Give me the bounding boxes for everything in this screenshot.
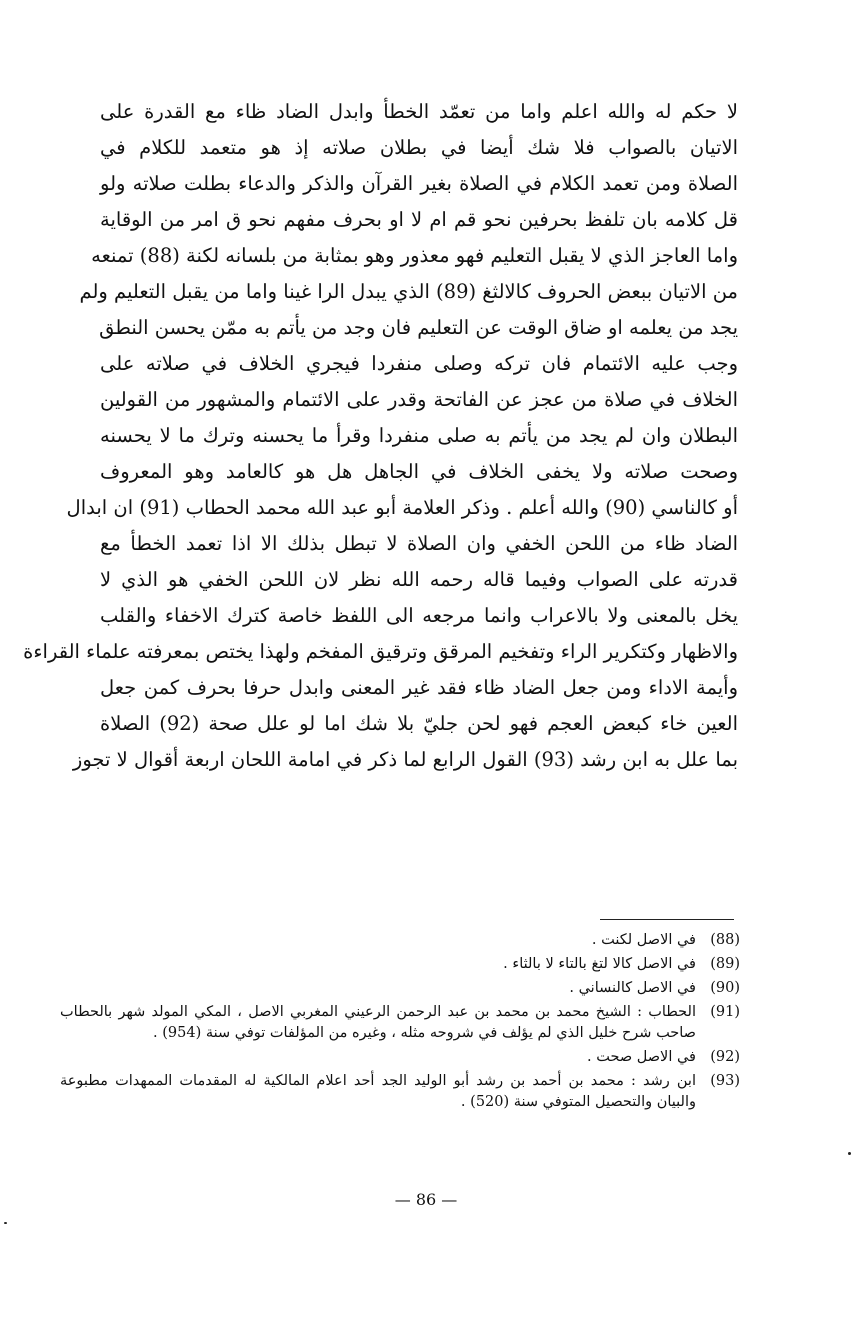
footnote-number: (92) [710,1049,740,1065]
footnote [60,1071,740,1113]
scan-speck [4,1222,7,1224]
footnote-text: الحطاب : الشيخ محمد بن محمد بن عبد الرحمن الرعيني المغربي الاصل ، المكي المولد شهر بالحطاب صاحب شرح خليل الذي لم يؤلف في شروحه مثله ، وغيره من المؤلفات توفي سنة (954) . [60,1004,696,1041]
text-line: يخل بالمعنى ولا بالاعراب وانما مرجعه الى اللفظ خاصة كترك الاخفاء والقلب [100,604,738,627]
footnote-text: ابن رشد : محمد بن أحمد بن رشد أبو الوليد الجد أحد اعلام المالكية له المقدمات الممهدات مطبوعة والبيان والتحصيل المتوفي سنة (520) . [60,1073,696,1110]
footnote-number: (88) [710,932,740,948]
footnote-text: في الاصل كالنساني . [569,980,696,996]
footnote-number: (93) [710,1073,740,1089]
footnote-text: في الاصل صحت . [587,1049,696,1065]
text-line: والاظهار وكتكرير الراء وتفخيم المرقق وترقيق المفخم ولهذا يختص بمعرفته علماء القراءة [23,640,738,663]
footnote-number: (91) [710,1004,740,1020]
text-line: وجب عليه الائتمام فان تركه وصلى منفردا فيجري الخلاف في صلاته على [100,352,738,375]
text-line: قدرته على الصواب وفيما قاله رحمه الله نظر لان اللحن الخفي هو الذي لا [100,568,738,591]
text-line: وأيمة الاداء ومن جعل الضاد ظاء فقد غير المعنى وابدل حرفا بحرف كمن جعل [100,676,738,699]
footnote-number: (90) [710,980,740,996]
footnotes [60,930,740,1116]
footnote [60,930,740,951]
text-line: واما العاجز الذي لا يقبل التعليم فهو معذور وهو بمثابة من بلسانه لكنة (88) تمنعه [91,244,738,267]
text-line: بما علل به ابن رشد (93) القول الرابع لما ذكر في امامة اللحان اربعة أقوال لا تجوز [72,748,738,771]
text-line: أو كالناسي (90) والله أعلم . وذكر العلامة أبو عبد الله محمد الحطاب (91) ان ابدال [66,496,738,519]
scan-speck [848,1152,851,1155]
footnote-text: في الاصل كالا لتغ بالتاء لا بالثاء . [503,956,696,972]
footnote [60,978,740,999]
footnote [60,1047,740,1068]
main-text [23,94,738,778]
text-line: الضاد ظاء من اللحن الخفي وان الصلاة لا تبطل بذلك الا اذا تعمد الخطأ مع [100,532,738,555]
page-number: — 86 — [394,1190,458,1209]
footnote-text: في الاصل لكنت . [591,932,696,948]
footnote-number: (89) [710,956,740,972]
text-line: الصلاة ومن تعمد الكلام في الصلاة بغير القرآن والذكر والدعاء بطلت صلاته ولو [100,172,738,195]
footnote [60,954,740,975]
footnote [60,1002,740,1044]
text-line: وصحت صلاته ولا يخفى الخلاف في الجاهل هل هو كالعامد وهو المعروف [100,460,738,483]
text-line: يجد من يعلمه او ضاق الوقت عن التعليم فان وجد من يأتم به ممّن يحسن النطق [99,316,738,339]
footnote-separator [600,919,734,920]
text-line: العين خاء كبعض العجم فهو لحن جليّ بلا شك اما لو علل صحة (92) الصلاة [100,712,738,735]
text-line: قل كلامه بان تلفظ بحرفين نحو قم ام لا او بحرف مفهم نحو ق امر من الوقاية [100,208,738,231]
text-line: الاتيان بالصواب فلا شك أيضا في بطلان صلاته إذ هو متعمد للكلام في [100,136,738,159]
text-line: الخلاف في صلاة من عجز عن الفاتحة وقدر على الائتمام والمشهور من القولين [100,388,738,411]
text-line: لا حكم له والله اعلم واما من تعمّد الخطأ وابدل الضاد ظاء مع القدرة على [100,100,738,123]
text-line: البطلان وان لم يجد من يأتم به صلى منفردا وقرأ ما يحسنه وترك ما لا يحسنه [100,424,738,447]
text-line: من الاتيان ببعض الحروف كالالثغ (89) الذي يبدل الرا غينا واما من يقبل التعليم ولم [79,280,738,303]
